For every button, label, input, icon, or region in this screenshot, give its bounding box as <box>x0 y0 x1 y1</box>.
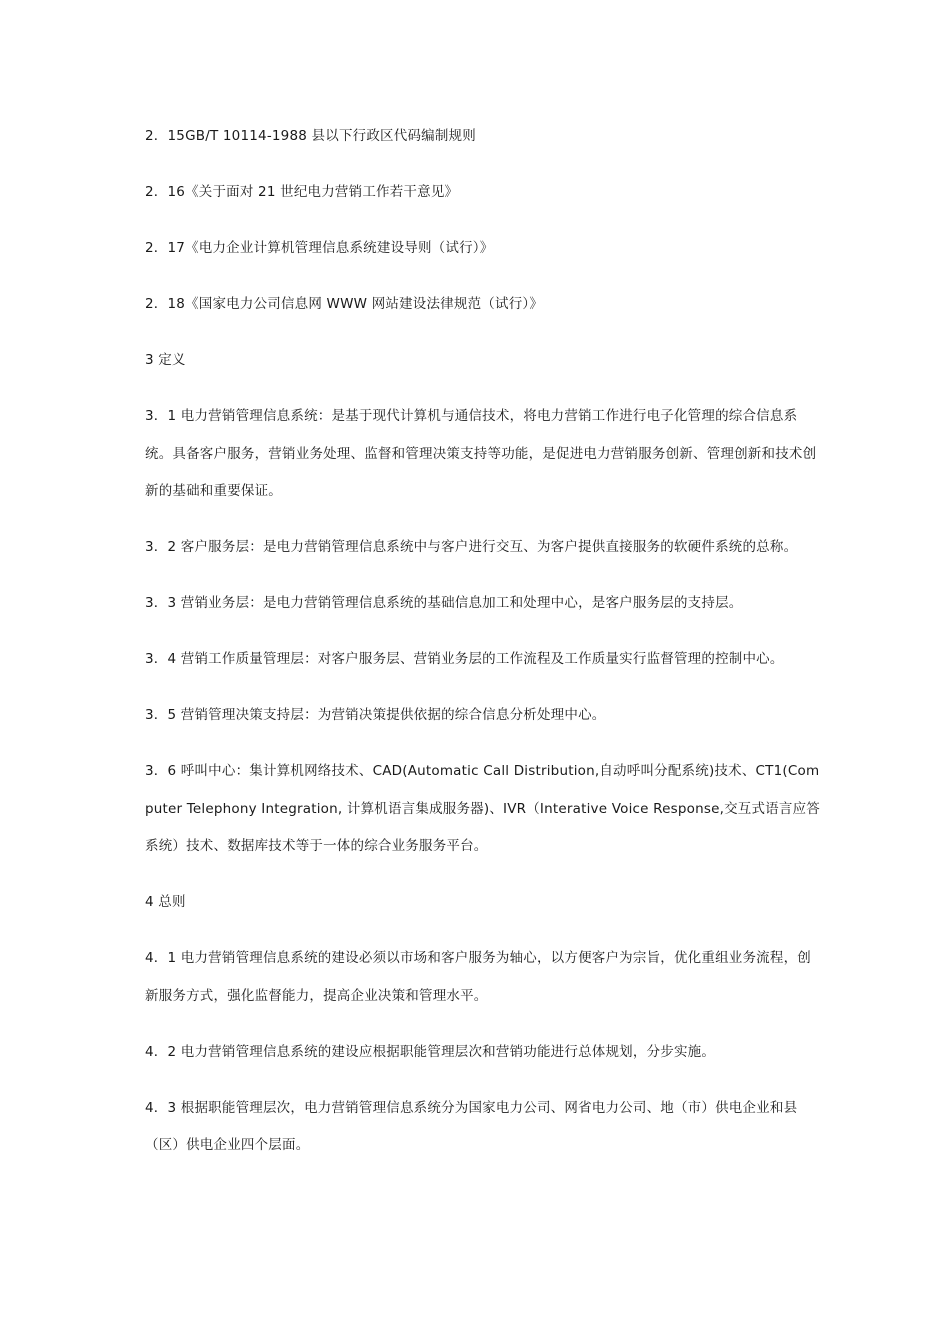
paragraph-ref-2-15: 2．15GB/T 10114-1988 县以下行政区代码编制规则 <box>145 128 476 144</box>
paragraph-def-3-4: 3．4 营销工作质量管理层：对客户服务层、营销业务层的工作流程及工作质量实行监督管理的控制中心。 <box>145 651 784 667</box>
section-heading-definitions: 3 定义 <box>145 352 186 368</box>
paragraph-def-3-5: 3．5 营销管理决策支持层：为营销决策提供依据的综合信息分析处理中心。 <box>145 707 606 723</box>
paragraph-def-3-6: 3．6 呼叫中心：集计算机网络技术、CAD(Automatic Call Distribution,自动呼叫分配系统)技术、CT1(Computer Telephony Integration, 计算机语言集成服务器)、IVR（Interative Voice Response,交互式语言应答系统）技术、数据库技术等于一体的综合业务服务平台。 <box>145 763 820 854</box>
paragraph-general-4-1: 4．1 电力营销管理信息系统的建设必须以市场和客户服务为轴心，以方便客户为宗旨，优化重组业务流程，创新服务方式，强化监督能力，提高企业决策和管理水平。 <box>145 950 811 1004</box>
paragraph-ref-2-16: 2．16《关于面对 21 世纪电力营销工作若干意见》 <box>145 184 459 200</box>
paragraph-general-4-3: 4．3 根据职能管理层次，电力营销管理信息系统分为国家电力公司、网省电力公司、地（市）供电企业和县（区）供电企业四个层面。 <box>145 1099 798 1153</box>
paragraph-ref-2-17: 2．17《电力企业计算机管理信息系统建设导则（试行）》 <box>145 240 494 256</box>
paragraph-general-4-2: 4．2 电力营销管理信息系统的建设应根据职能管理层次和营销功能进行总体规划，分步实施。 <box>145 1043 716 1060</box>
paragraph-def-3-3: 3．3 营销业务层：是电力营销管理信息系统的基础信息加工和处理中心，是客户服务层的支持层。 <box>145 595 743 611</box>
paragraph-def-3-2: 3．2 客户服务层：是电力营销管理信息系统中与客户进行交互、为客户提供直接服务的软硬件系统的总称。 <box>145 539 798 555</box>
document-page <box>145 118 820 1165</box>
section-heading-general: 4 总则 <box>145 894 186 910</box>
paragraph-ref-2-18: 2．18《国家电力公司信息网 WWW 网站建设法律规范（试行）》 <box>145 296 544 312</box>
paragraph-def-3-1: 3．1 电力营销管理信息系统：是基于现代计算机与通信技术，将电力营销工作进行电子化管理的综合信息系统。具备客户服务，营销业务处理、监督和管理决策支持等功能，是促进电力营销服务创新、管理创新和技术创新的基础和重要保证。 <box>145 408 817 499</box>
